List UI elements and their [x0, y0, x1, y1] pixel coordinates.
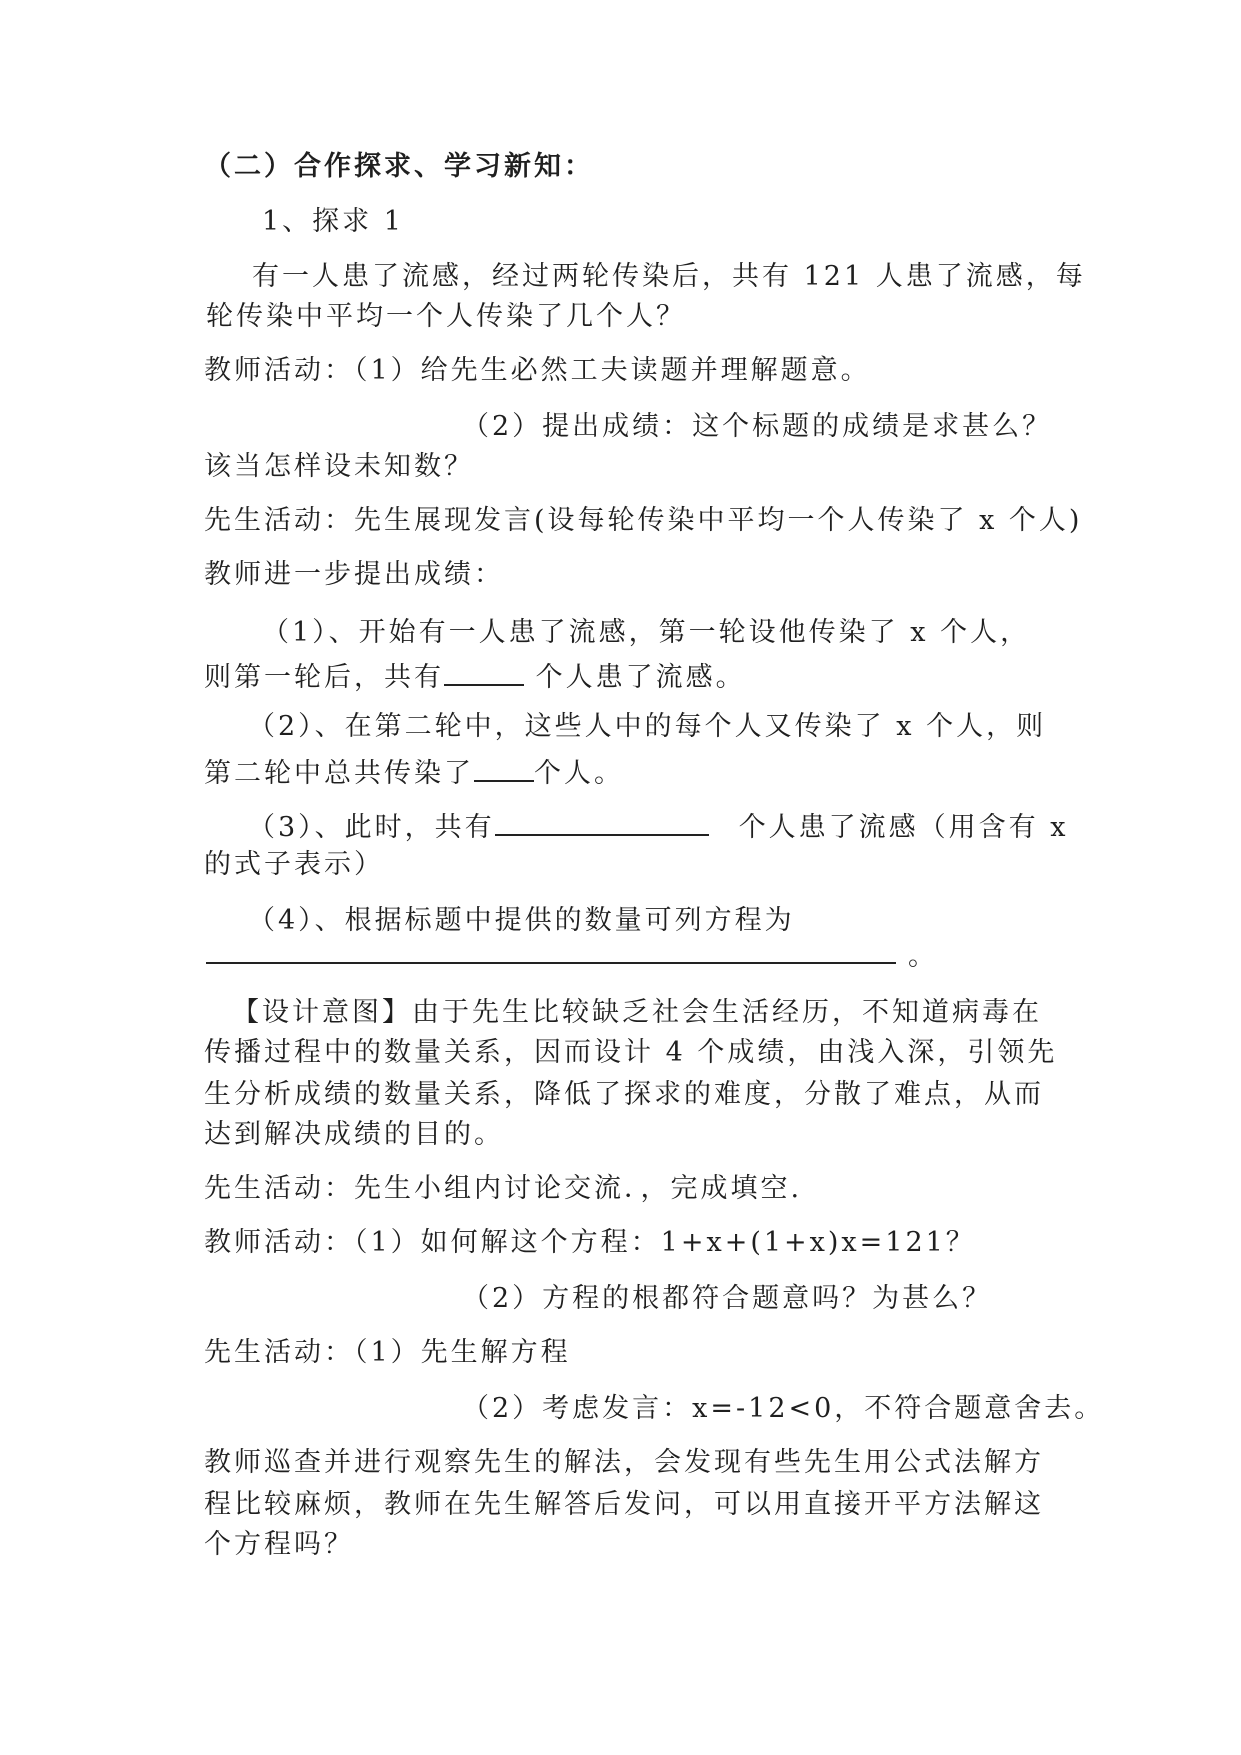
student-activity-3-q2: （2）考虑发言：x=-12<0，不符合题意舍去。	[462, 1393, 1105, 1424]
teacher-activity-1-q2: （2）提出成绩：这个标题的成绩是求甚么？	[462, 411, 1053, 442]
question-1-line-1: （1）、开始有一人患了流感，第一轮设他传染了 x 个人，	[262, 617, 1031, 648]
question-3-text-b: 个人患了流感（用含有 x	[738, 812, 1069, 843]
question-3-line-2: 的式子表示）	[204, 849, 384, 880]
student-activity-3: 先生活动：（1）先生解方程	[204, 1337, 571, 1368]
question-3-line-1	[248, 806, 1069, 845]
question-2-line-1: （2）、在第二轮中，这些人中的每个人又传染了 x 个人，则	[248, 711, 1047, 742]
design-intent-line-4: 达到解决成绩的目的。	[204, 1119, 504, 1150]
fill-blank-4[interactable]	[206, 962, 896, 964]
teacher-further-question: 教师进一步提出成绩：	[204, 559, 504, 590]
question-4-line-1: （4）、根据标题中提供的数量可列方程为	[248, 905, 795, 936]
question-2-text-a: 第二轮中总共传染了	[204, 758, 474, 789]
teacher-activity-3: 教师活动：（1）如何解这个方程：1+x+(1+x)x=121？	[204, 1227, 976, 1258]
question-4-end: 。	[908, 941, 938, 972]
section-heading: （二）合作探求、学习新知：	[204, 151, 594, 182]
design-intent-line-3: 生分析成绩的数量关系，降低了探求的难度，分散了难点，从而	[204, 1079, 1044, 1110]
problem-line-1: 有一人患了流感，经过两轮传染后，共有 121 人患了流感，每	[252, 261, 1086, 292]
teacher-activity-3-q2: （2）方程的根都符合题意吗？为甚么？	[462, 1283, 993, 1314]
question-1-text-a: 则第一轮后，共有	[204, 662, 444, 693]
fill-blank-3[interactable]	[495, 806, 709, 836]
teacher-activity-1: 教师活动：（1）给先生必然工夫读题并理解题意。	[204, 355, 871, 386]
design-intent-line-1: 【设计意图】由于先生比较缺乏社会生活经历，不知道病毒在	[232, 997, 1042, 1028]
student-activity-1: 先生活动：先生展现发言(设每轮传染中平均一个人传染了 x 个人)	[204, 505, 1083, 536]
teacher-observation-line-3: 个方程吗？	[204, 1529, 354, 1560]
question-1-text-b: 个人患了流感。	[524, 662, 746, 693]
fill-blank-1[interactable]	[444, 656, 524, 686]
design-intent-line-2: 传播过程中的数量关系，因而设计 4 个成绩，由浅入深，引领先	[204, 1037, 1058, 1068]
teacher-activity-1-q2-cont: 该当怎样设未知数？	[204, 451, 474, 482]
question-2-text-b: 个人。	[534, 758, 624, 789]
question-2-line-2	[204, 752, 624, 791]
question-1-line-2	[204, 656, 746, 695]
student-activity-2: 先生活动：先生小组内讨论交流．，完成填空.	[204, 1173, 803, 1204]
explore-title: 1、探求 1	[262, 206, 404, 237]
fill-blank-2[interactable]	[474, 752, 534, 782]
teacher-observation-line-1: 教师巡查并进行观察先生的解法，会发现有些先生用公式法解方	[204, 1447, 1044, 1478]
question-3-text-a: （3）、此时，共有	[248, 812, 495, 843]
teacher-observation-line-2: 程比较麻烦，教师在先生解答后发问，可以用直接开平方法解这	[204, 1489, 1044, 1520]
problem-line-2: 轮传染中平均一个人传染了几个人？	[206, 301, 686, 332]
